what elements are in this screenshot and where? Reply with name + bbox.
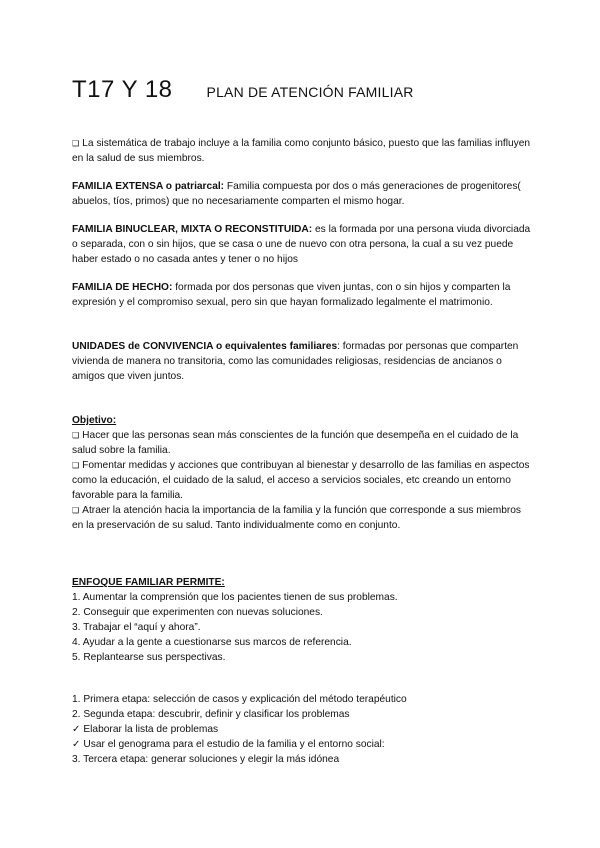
checkbox-bullet-icon: ❑ [72, 139, 80, 148]
definition-extensa [72, 179, 532, 209]
stages-section [72, 692, 532, 767]
intro-paragraph [72, 136, 532, 166]
objective-item: Fomentar medidas y acciones que contribuyan al bienestar y desarrollo de las familias en aspectos como la educación, el cuidado de la salud, el acceso a servicios sociales, etc creando un entorno favorable para la familia. [72, 460, 530, 501]
list-item: 2. Segunda etapa: descubrir, definir y clasificar los problemas [72, 709, 350, 720]
list-item: 1. Primera etapa: selección de casos y explicación del método terapéutico [72, 694, 407, 705]
checkbox-bullet-icon: ❑ [72, 461, 80, 470]
intro-text: La sistemática de trabajo incluye a la familia como conjunto básico, puesto que las familias influyen en la salud de sus miembros. [72, 138, 531, 164]
list-item: ✓ Usar el genograma para el estudio de la familia y el entorno social: [72, 739, 385, 750]
checkbox-bullet-icon: ❑ [72, 431, 80, 440]
list-item: 4. Ayudar a la gente a cuestionarse sus marcos de referencia. [72, 637, 352, 648]
objective-item: Atraer la atención hacia la importancia de la familia y la función que corresponde a sus miembros en la preservación de su salud. Tanto individualmente como en conjunto. [72, 505, 522, 531]
topic-code: T17 Y 18 [72, 76, 173, 103]
definition-text: es la formada por una persona viuda divorciada o separada, con o sin hijos, que se casa o une de nuevo con otra persona, la cual a su vez puede haber estado o no casada antes y tener o no hijos [72, 224, 531, 265]
enfoque-section [72, 575, 532, 665]
definition-text: : formadas por personas que comparten vivienda de manera no transitoria, como las comunidades religiosas, residencias de ancianos o amigos que viven juntos. [72, 341, 519, 382]
list-item: 5. Replantearse sus perspectivas. [72, 652, 226, 663]
page-title: PLAN DE ATENCIÓN FAMILIAR [206, 84, 414, 100]
objective-section [72, 413, 532, 533]
list-item: 3. Trabajar el “aquí y ahora”. [72, 622, 201, 633]
definition-binuclear [72, 222, 532, 267]
list-item: 2. Conseguir que experimenten con nuevas soluciones. [72, 607, 323, 618]
definition-unidades [72, 339, 532, 384]
enfoque-heading: ENFOQUE FAMILIAR PERMITE: [72, 577, 225, 588]
definition-text: Familia compuesta por dos o más generaciones de progenitores( abuelos, tíos, primos) que no necesariamente comparten el mismo hogar. [72, 181, 521, 207]
list-item: 1. Aumentar la comprensión que los pacientes tienen de sus problemas. [72, 592, 398, 603]
checkbox-bullet-icon: ❑ [72, 506, 80, 515]
definition-term: FAMILIA DE HECHO: [72, 282, 173, 293]
definition-term: UNIDADES de CONVIVENCIA o equivalentes familiares [72, 341, 338, 352]
list-item: 3. Tercera etapa: generar soluciones y elegir la más idónea [72, 754, 340, 765]
list-item: ✓ Elaborar la lista de problemas [72, 724, 219, 735]
definition-text: formada por dos personas que viven juntas, con o sin hijos y comparten la expresión y el compromiso sexual, pero sin que hayan formalizado legalmente el matrimonio. [72, 282, 511, 308]
objective-heading: Objetivo: [72, 415, 117, 426]
objective-item: Hacer que las personas sean más conscientes de la función que desempeña en el cuidado de la salud sobre la familia. [72, 430, 519, 456]
definition-term: FAMILIA BINUCLEAR, MIXTA O RECONSTITUIDA: [72, 224, 313, 235]
definition-de-hecho [72, 280, 532, 310]
title-row [72, 76, 414, 104]
definition-term: FAMILIA EXTENSA o patriarcal: [72, 181, 225, 192]
